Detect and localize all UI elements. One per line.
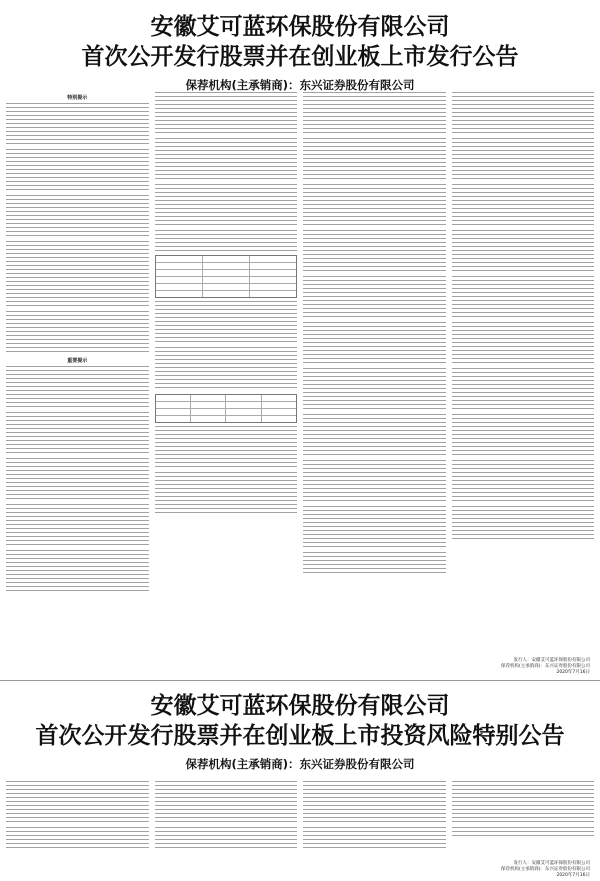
column-2 [155, 92, 298, 654]
signature-sponsor: 保荐机构(主承销商)：东兴证券股份有限公司 [500, 867, 590, 872]
column-4 [452, 92, 595, 654]
column-1 [6, 92, 149, 654]
announcement-title-subject: 首次公开发行股票并在创业板上市投资风险特别公告 [35, 723, 565, 749]
body-text [6, 265, 149, 309]
body-text [155, 92, 298, 136]
body-text [155, 347, 298, 391]
body-text [155, 827, 298, 849]
section-heading: 特别提示 [67, 95, 88, 101]
body-text [6, 550, 149, 594]
data-table [155, 255, 298, 298]
announcement-title-company: 安徽艾可蓝环保股份有限公司 [150, 693, 450, 719]
announcement-signature [501, 658, 590, 676]
body-text [303, 552, 446, 574]
risk-announcement [0, 680, 600, 881]
body-text [6, 781, 149, 825]
body-text [155, 472, 298, 516]
signature-sponsor: 保荐机构(主承销商)：东兴证券股份有限公司 [500, 664, 590, 669]
body-text [6, 504, 149, 548]
body-text [452, 827, 595, 839]
body-text [155, 426, 298, 470]
body-columns [6, 781, 594, 873]
body-text [303, 138, 446, 182]
column-4 [452, 781, 595, 873]
sponsor-line: 保荐机构(主承销商)：东兴证券股份有限公司 [185, 757, 415, 771]
body-text [155, 184, 298, 228]
body-text [155, 138, 298, 182]
announcement-title-subject: 首次公开发行股票并在创业板上市发行公告 [81, 44, 519, 70]
body-text [303, 184, 446, 228]
body-text [452, 322, 595, 366]
body-text [6, 241, 149, 263]
body-text [155, 301, 298, 345]
signature-date: 2020年7月16日 [556, 873, 590, 878]
body-text [303, 92, 446, 136]
body-text [303, 460, 446, 504]
signature-issuer: 发行人：安徽艾可蓝环保股份有限公司 [513, 861, 590, 866]
body-text [303, 368, 446, 412]
body-columns [6, 92, 594, 654]
body-text [452, 414, 595, 458]
body-text [452, 92, 595, 136]
body-text [452, 460, 595, 504]
body-text [452, 368, 595, 412]
body-text [452, 530, 595, 542]
column-3 [303, 92, 446, 654]
column-2 [155, 781, 298, 873]
signature-issuer: 发行人：安徽艾可蓝环保股份有限公司 [513, 658, 590, 663]
body-text [303, 276, 446, 320]
body-text [452, 138, 595, 182]
announcement-title-company: 安徽艾可蓝环保股份有限公司 [150, 14, 450, 40]
body-text [452, 781, 595, 825]
body-text [303, 781, 446, 825]
body-text [6, 366, 149, 410]
body-text [6, 149, 149, 193]
body-text [452, 184, 595, 228]
body-text [303, 506, 446, 550]
body-text [6, 195, 149, 239]
body-text [303, 230, 446, 274]
body-text [303, 414, 446, 458]
column-1 [6, 781, 149, 873]
body-text [6, 311, 149, 355]
body-text [6, 827, 149, 849]
body-text [452, 506, 595, 528]
data-table [155, 394, 298, 423]
sponsor-line: 保荐机构(主承销商)：东兴证券股份有限公司 [185, 78, 415, 92]
signature-date: 2020年7月16日 [556, 670, 590, 675]
section-heading: 重要提示 [67, 358, 88, 364]
body-text [452, 230, 595, 274]
announcement-signature [501, 861, 590, 879]
body-text [452, 276, 595, 320]
body-text [6, 103, 149, 147]
body-text [303, 827, 446, 849]
column-3 [303, 781, 446, 873]
body-text [6, 458, 149, 502]
body-text [6, 412, 149, 456]
body-text [155, 781, 298, 825]
body-text [303, 322, 446, 366]
body-text [155, 230, 298, 252]
